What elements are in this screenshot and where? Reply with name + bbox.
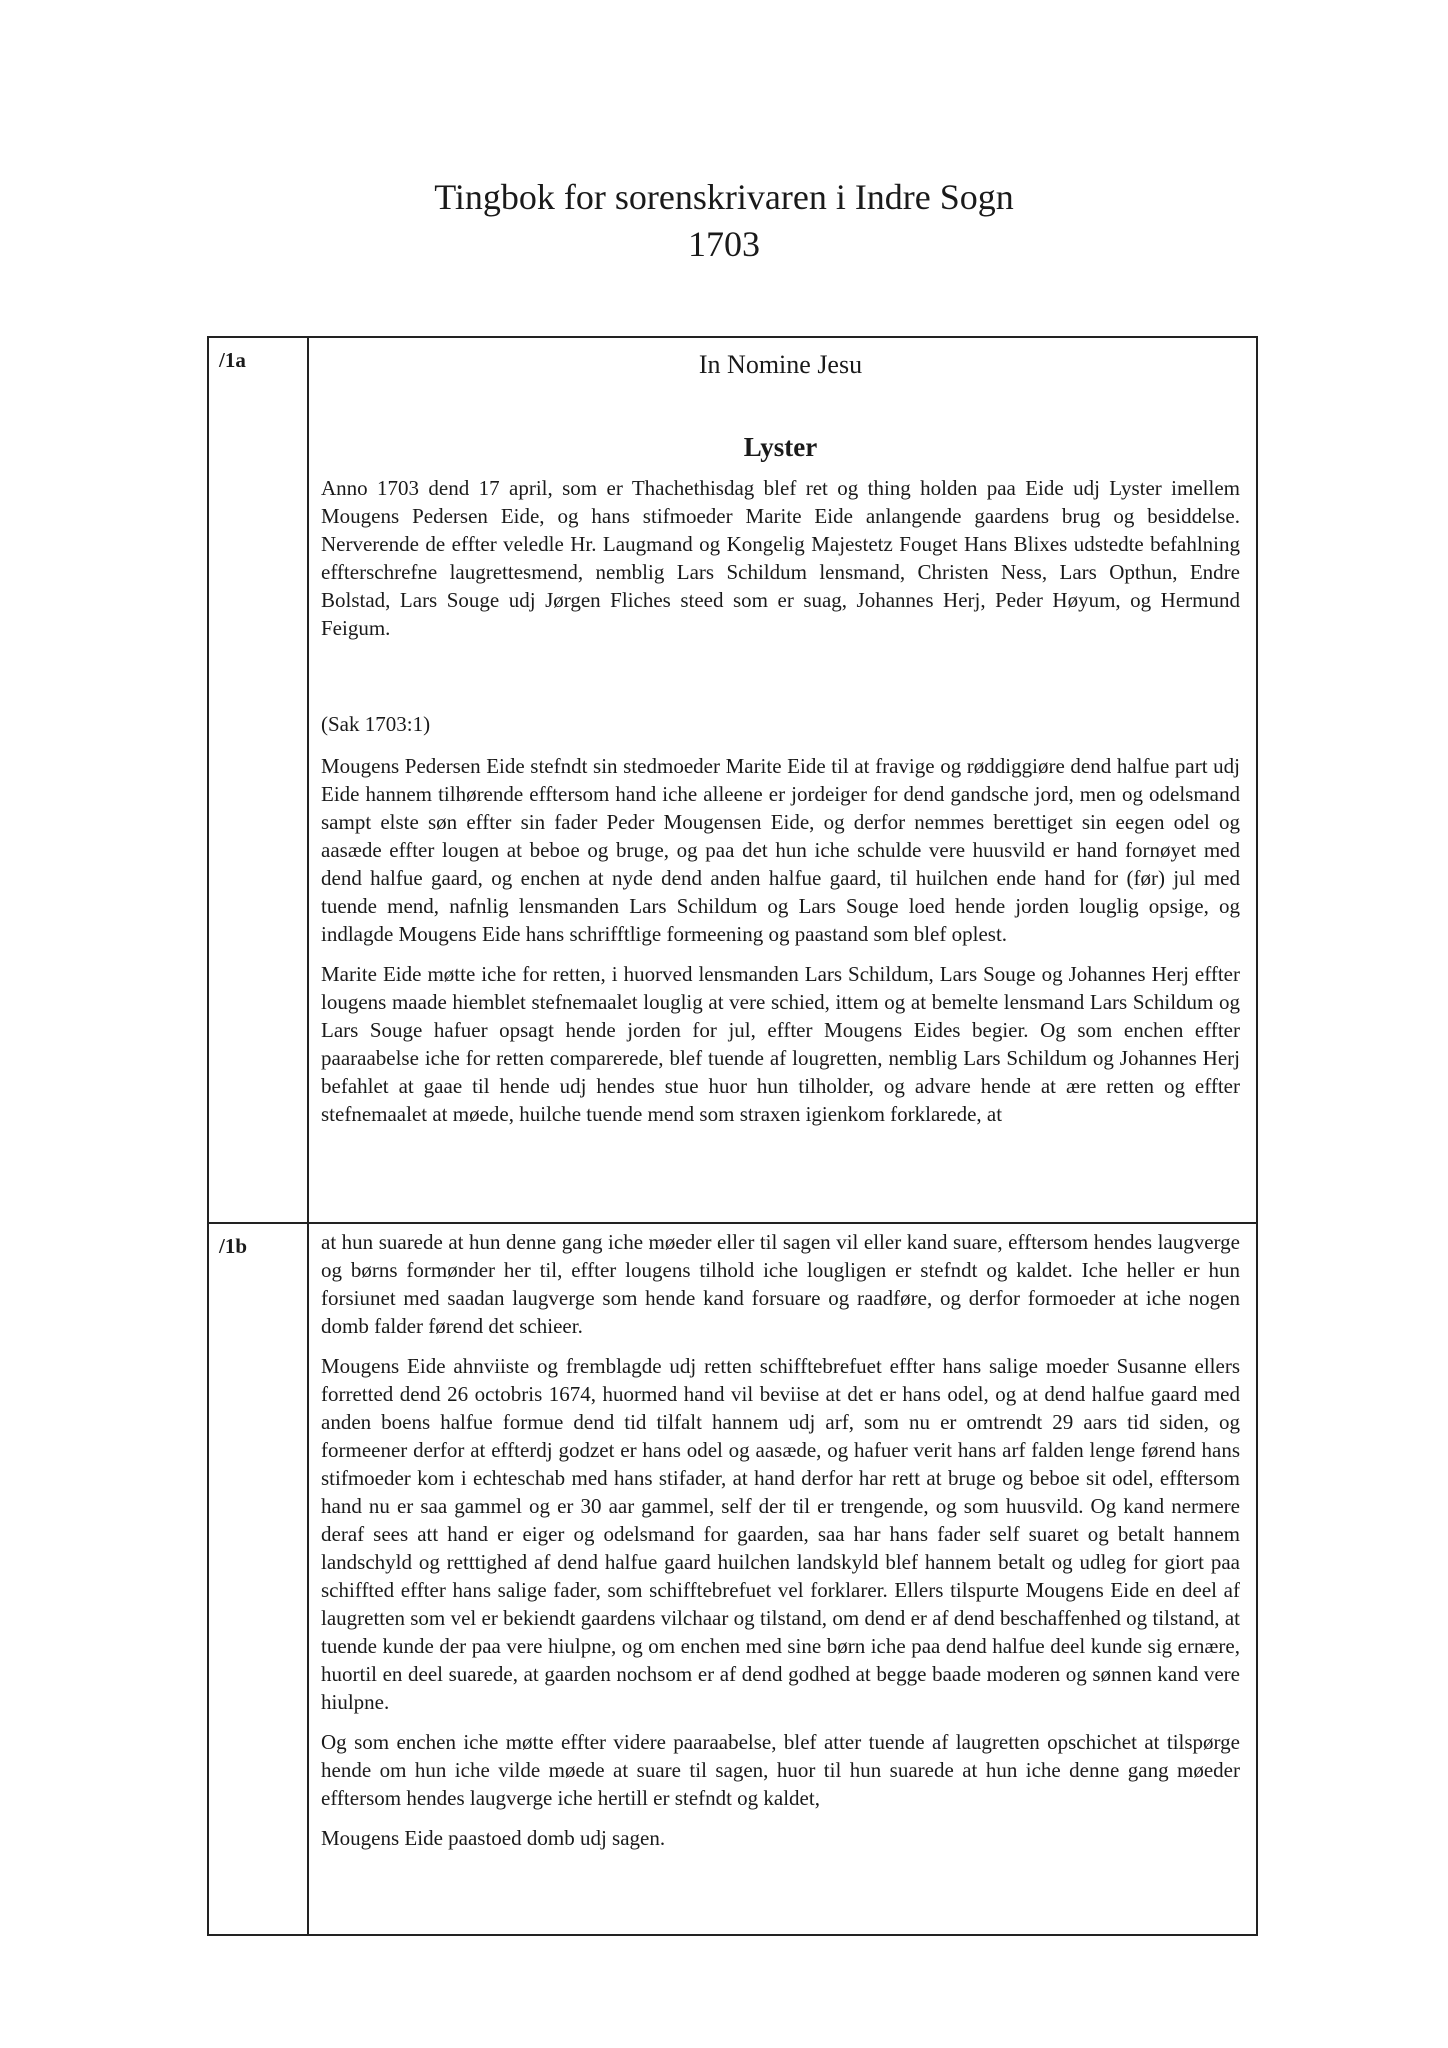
entry-content	[308, 337, 1257, 1223]
table-row	[208, 1223, 1257, 1935]
entry-content	[308, 1223, 1257, 1935]
table-row	[208, 337, 1257, 1223]
section-heading: Lyster	[743, 432, 818, 462]
folio-label: /1b	[208, 1223, 308, 1935]
invocation: In Nomine Jesu	[698, 350, 863, 379]
folio-label: /1a	[208, 337, 308, 1223]
document-title	[0, 174, 1448, 268]
document-title-line-1: Tingbok for sorenskrivaren i Indre Sogn	[434, 177, 1014, 217]
paragraph: Mougens Eide ahnviiste og fremblagde udj retten schifftebrefuet effter hans salige moeder Susanne ellers forretted dend 26 octobris 1674, huormed hand vil beviise at det er hans odel, og at dend halfue gaard med anden boens halfue formue dend tid tilfalt hannem udj arf, som nu er omtrendt 29 aars tid siden, og formeener derfor at effterdj godzet er hans odel og aasæde, og hafuer verit hans arf falden lenge førend hans stifmoeder kom i echteschab med hans stifader, at hand derfor har rett at bruge og beboe sit odel, efftersom hand nu er saa gammel og er 30 aar gammel, self der til er trengende, og som huusvild. Og kand nermere deraf sees att hand er eiger og odelsmand for gaarden, saa har hans fader self suaret og betalt hannem landschyld og retttighed af dend halfue gaard huilchen landskyld blef hannem betalt og udleg for giort paa schiffted effter hans salige fader, som schifftebrefuet vel forklarer. Ellers tilspurte Mougens Eide en deel af laugretten som vel er bekiendt gaardens vilchaar og tilstand, om dend er af dend beschaffenhed og tilstand, at tuende kunde der paa vere hiulpne, og om enchen med sine børn iche paa dend halfue deel kunde sig ernære, huortil en deel suarede, at gaarden nochsom er af dend godhed at begge baade moderen og sønnen kand vere hiulpne.	[321, 1354, 1240, 1714]
paragraph: Marite Eide møtte iche for retten, i huorved lensmanden Lars Schildum, Lars Souge og Johannes Herj effter lougens maade hiemblet stefnemaalet louglig at vere schied, ittem og at bemelte lensmand Lars Schildum og Lars Souge hafuer opsagt hende jorden for jul, effter Mougens Eides begier. Og som enchen effter paaraabelse iche for retten comparerede, blef tuende af lougretten, nemblig Lars Schildum og Johannes Herj befahlet at gaae til hende udj hendes stue huor hun tilholder, og advare hende at ære retten og effter stefnemaalet at møede, huilche tuende mend som straxen igienkom forklarede, at	[321, 962, 1240, 1126]
paragraph: at hun suarede at hun denne gang iche møeder eller til sagen vil eller kand suare, efftersom hendes laugverge og børns formønder her til, effter lougens tilhold iche lougligen er stefndt og kaldet. Iche heller er hun forsiunet med saadan laugverge som hende kand forsuare og raadføre, og derfor formoeder at iche nogen domb falder førend det schieer.	[321, 1230, 1240, 1338]
case-reference: (Sak 1703:1)	[321, 712, 431, 736]
document-title-year: 1703	[688, 224, 760, 264]
paragraph: Mougens Pedersen Eide stefndt sin stedmoeder Marite Eide til at fravige og røddiggiøre dend halfue part udj Eide hannem tilhørende efftersom hand iche alleene er jordeiger for dend gandsche jord, men og odelsmand sampt elste søn effter sin fader Peder Mougensen Eide, og derfor nemmes berettiget sin eegen odel og aasæde effter lougen at beboe og bruge, og paa det hun iche schulde vere huusvild er hand fornøyet med dend halfue gaard, og enchen at nyde dend anden halfue gaard, til huilchen ende hand for (før) jul med tuende mend, nafnlig lensmanden Lars Schildum og Lars Souge loed hende jorden louglig opsige, og indlagde Mougens Eide hans schrifftlige formeening og paastand som blef oplest.	[321, 754, 1240, 946]
transcription-table	[207, 336, 1258, 1936]
intro-paragraph: Anno 1703 dend 17 april, som er Thachethisdag blef ret og thing holden paa Eide udj Lyster imellem Mougens Pedersen Eide, og hans stifmoeder Marite Eide anlangende gaardens brug og besiddelse. Nerverende de effter veledle Hr. Laugmand og Kongelig Majestetz Fouget Hans Blixes udstedte befahlning effterschrefne laugrettesmend, nemblig Lars Schildum lensmand, Christen Ness, Lars Opthun, Endre Bolstad, Lars Souge udj Jørgen Fliches steed som er suag, Johannes Herj, Peder Høyum, og Hermund Feigum.	[321, 476, 1240, 640]
paragraph: Og som enchen iche møtte effter videre paaraabelse, blef atter tuende af laugretten opschichet at tilspørge hende om hun iche vilde møede at suare til sagen, huor til hun suarede at hun iche denne gang møeder efftersom hendes laugverge iche hertill er stefndt og kaldet,	[321, 1730, 1240, 1810]
paragraph: Mougens Eide paastoed domb udj sagen.	[321, 1826, 666, 1850]
